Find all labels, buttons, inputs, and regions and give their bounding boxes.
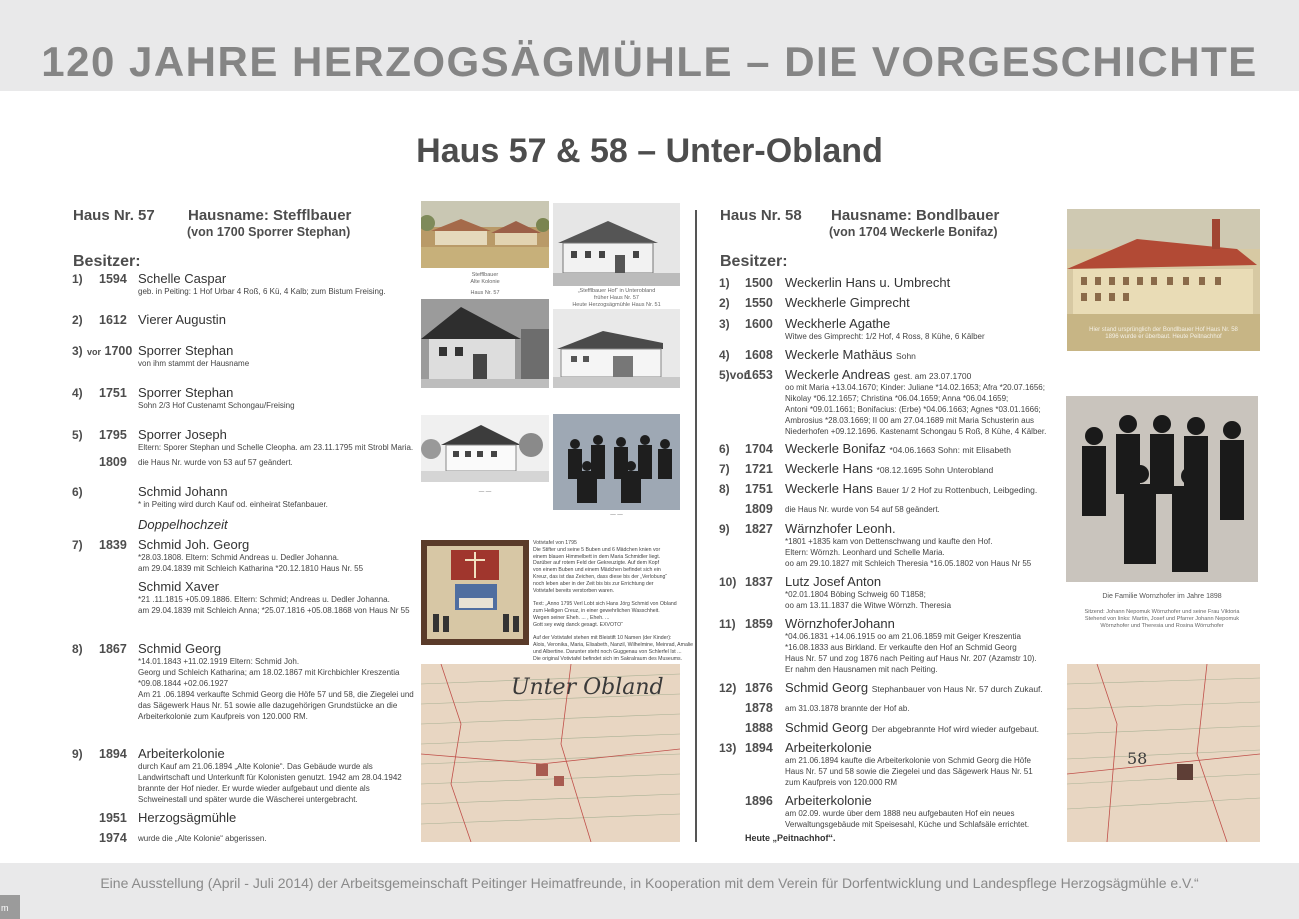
entry-number: 10) [719,575,737,589]
entry-year [745,482,773,496]
entry-name-text: Wärnzhofer Leonh. [785,521,896,536]
entry-name [138,385,233,400]
left-hausname-sub: (von 1700 Sporrer Stephan) [187,225,351,239]
entry-name [785,481,1037,496]
entry-details: von ihm stammt der Hausname [138,359,250,368]
entry-number: 11) [719,617,736,631]
entry-year [745,575,773,589]
entry-note: Sohn [896,351,916,361]
entry-year [745,681,773,695]
entry-year [745,276,773,290]
map-unter-obland-right [1067,664,1260,842]
entry-name-text: Lutz Josef Anton [785,574,882,589]
entry-details: am 02.09. wurde über dem 1888 neu aufgebauten Hof ein neues Verwaltungsgebäude mit Speisesahl, Küche und Schlafsäle errichtet. [785,809,1030,829]
farmhouse-photo-2 [421,299,549,388]
entry-details: wurde die „Alte Kolonie“ abgerissen. [138,834,267,843]
entry-year-value: 1594 [99,272,127,286]
entry-details: durch Kauf am 21.06.1894 „Alte Kolonie“. Das Gebäude wurde als Landwirtschaft und Unterkunft für Kolonisten genutzt. 1942 am 28.04.1942 brannte der Hof nieder. Er wurde wieder aufgebaut und diente als Schweinestall und später wurde die Wäscherei untergebracht. [138,762,402,804]
entry-name [138,746,225,761]
entry-year-value: 1653 [745,368,773,382]
entry-name-text: Arbeiterkolonie [785,793,872,808]
entry-year [745,368,773,382]
entry-details: Sohn 2/3 Hof Custenamt Schongau/Freising [138,401,295,410]
entry-name-text: Doppelhochzeit [138,517,228,532]
entry-number: 6) [719,442,730,456]
entry-number: 9) [719,522,730,536]
entry-year-value: 1500 [745,276,773,290]
entry-year-value: 1809 [99,455,127,469]
entry-name-text: Schelle Caspar [138,271,227,286]
entry-number: 7) [72,538,83,552]
entry-year-value: 1867 [99,642,127,656]
entry-number: 6) [72,485,83,499]
entry-number: 2) [72,313,83,327]
entry-year [745,317,773,331]
entry-year-value: 1839 [99,538,127,552]
entry-number: 5)vor [719,368,749,382]
right-besitzer-heading: Besitzer: [720,253,788,270]
entry-name [138,517,228,532]
left-haus-number: Haus Nr. 57 [73,207,155,224]
entry-year [745,502,773,516]
entry-year-value: 1751 [99,386,127,400]
entry-year-value: 1951 [99,811,127,825]
votive-tablet [421,540,529,645]
entry-number: 1) [719,276,730,290]
entry-year-value: 1859 [745,617,773,631]
entry-year [745,794,773,808]
entry-year-value: 1888 [745,721,773,735]
entry-name [785,441,1011,456]
caption-family-right: Die Familie Wornzhofer im Jahre 1898 [1102,593,1222,600]
right-hausname: Hausname: Bondlbauer [831,207,1000,224]
caption-stefflbauer: Stefflbauer Alte Kolonie [470,272,500,285]
banner-title: 120 JAHRE HERZOGSÄGMÜHLE – DIE VORGESCHICHTE [41,38,1258,85]
entry-year [99,831,127,845]
entry-name [785,316,890,331]
entry-year [87,344,132,358]
left-besitzer-heading: Besitzer: [73,253,141,270]
entry-name-text: Vierer Augustin [138,312,226,327]
entry-note: *04.06.1663 Sohn: mit Elisabeth [889,445,1011,455]
entry-number: 4) [72,386,83,400]
entry-name-text: Weckherle Gimprecht [785,295,910,310]
entry-year [745,617,773,631]
entry-year-value: 1795 [99,428,127,442]
entry-details: * in Peiting wird durch Kauf od. einheirat Stefanbauer. [138,500,328,509]
entry-name-text: Schmid Georg [138,641,222,656]
votive-description: Votivtafel von 1795 Die Stifter und seine 5 Buben und 6 Mädchen knien vor einem blauen Himmelbett in dem Maria Schmidler liegt. Darüber auf rotem Feld der Gekreuzigte. Auf dem Kopf von einem Buben und einem Mädchen befindet sich ein Kreuz, das ist das Zeichen, dass diese bis der „Verlobung“ noch leben aber in der Zeit bis bis zur Errichtung der Votivtafel bereits verstorben waren. Text: „Anno 1795 Verl Lobt sich Hans Jörg Schmid von Obland zum Heiligen Creuz, in einer gewehrlichen Wasschheit. Wegen seiner Eheh. ... , Eheh. ... Gott sey ewig danck gesagt. EXVOTO“ Auf der Votivtafel stehen mit Bleistift 10 Namen (der Kinder): Alois, Veronika, Maria, Elisabeth, Nanzil, Wilhelmine, Meinrad, Amalie und Albertine. Darunter steht noch Guggenau von Schlerfel Ist ... Die original Votivtafel befindet sich im Sakralraum des Museums. [533,540,694,662]
entry-name-text: Arbeiterkolonie [138,746,225,761]
entry-year-value: 1608 [745,348,773,362]
entry-number: 7) [719,462,730,476]
entry-details: *14.01.1843 +11.02.1919 Eltern: Schmid Joh. Georg und Schleich Katharina; am 18.02.1867 mit Kirchbichler Kreszentia *09.08.1844 +02.06.1927 Am 21 .06.1894 verkaufte Schmid Georg die Höfe 57 und 58, die Ziegelei und das Sägewerk Haus Nr. 51 sowie alle dazugehörigen Grundstücke an die Arbeiterkolonie zum Kaufpreis von 120.000 RM. [138,657,414,721]
entry-year [745,701,773,715]
entry-name-text: Schmid Georg [785,680,869,695]
entry-name [138,537,249,552]
entry-name [785,616,895,631]
caption-photo-4: — — [478,489,492,495]
entry-year [99,642,127,656]
caption-haus57: Haus Nr. 57 [470,290,500,296]
entry-year [745,348,773,362]
entry-year-value: 1721 [745,462,773,476]
entry-details: *21 .11.1815 +05.09.1886. Eltern: Schmid; Andreas u. Dedler Johanna. am 29.04.1839 mit Schleich Anna; *25.07.1816 +05.08.1868 von Haus Nr 55 [138,595,410,615]
entry-note: gest. am 23.07.1700 [893,371,972,381]
entry-name-text: Weckerle Mathäus [785,347,893,362]
entry-year [99,272,127,286]
entry-year-value: 1837 [745,575,773,589]
entry-note: *08.12.1695 Sohn Unterobland [876,465,994,475]
entry-name-text: Sporrer Stephan [138,385,234,400]
entry-name-text: Weckerlin Hans u. Umbrecht [785,275,951,290]
header-banner [0,0,1299,91]
entry-year [745,462,773,476]
entry-name-text: Weckerle Andreas [785,367,891,382]
caption-family-right-names: Sitzend: Johann Nepomuk Wörnzhofer und seine Frau Viktoria Stehend von links: Martin, Josef und Pfarrer Johann Nepomuk Wörnzhofer und Theresia und Rosina Wörnzhofer [1084,609,1240,629]
entry-name-text: Herzogsägmühle [138,810,237,825]
page-subtitle: Haus 57 & 58 – Unter-Obland [416,132,883,170]
caption-painting: Hier stand ursprünglich der Bondlbauer Hof Haus Nr. 58 1896 wurde er überbaut. Heute Peitnachhof [1089,327,1238,340]
entry-name [785,740,872,755]
entry-year [745,741,773,755]
entry-year-value: 1612 [99,313,127,327]
farmhouse-photo-4 [421,415,549,482]
entry-number: 4) [719,348,730,362]
entry-name [785,275,950,290]
entry-name [138,343,233,358]
entry-year [99,313,127,327]
entry-year [99,538,127,552]
family-photo-center [553,414,680,510]
entry-number: 3) [719,317,730,331]
entry-details: *28.03.1808. Eltern: Schmid Andreas u. Dedler Johanna. am 29.04.1839 mit Schleich Katharina *20.12.1810 Haus Nr. 55 [138,553,364,573]
entry-number: 3) [72,344,83,358]
entry-name [138,810,236,825]
entry-name-text: Schmid Xaver [138,579,219,594]
stefflbauer-painting [421,201,549,268]
entry-details: *02.01.1804 Böbing Schweig 60 T1858; oo am 13.11.1837 die Witwe Wörnzh. Theresia [785,590,952,610]
entry-name-text: Arbeiterkolonie [785,740,872,755]
map-house-number: 58 [1127,749,1148,768]
entry-year-value: 1550 [745,296,773,310]
entry-details: oo mit Maria +13.04.1670; Kinder: Juliane *14.02.1653; Afra *20.07.1656; Nikolay *06.12.1657; Christina *06.04.1659; Anna *06.04.1659; Antoni *09.01.1661; Bonifacius: (Erbe) *04.06.1663; Agnes *03.01.1666; Ambrosius *28.03.1669; II 00 am 27.04.1689 mit Maria Schusterin aus Niederhofen +09.12.1696. Kastenamt Schongau 5 Roß, 8 Kühe, 4 Kälber. [785,383,1047,436]
entry-name [785,680,1043,695]
entry-year-value: 1894 [745,741,773,755]
entry-name [785,295,910,310]
entry-year [99,428,127,442]
entry-name [138,271,226,286]
entry-name-text: Schmid Joh. Georg [138,537,250,552]
entry-name-text: Weckerle Bonifaz [785,441,886,456]
entry-year [99,747,127,761]
entry-year-value: 1751 [745,482,773,496]
entry-details: die Haus Nr. wurde von 53 auf 57 geändert. [138,458,293,467]
entry-name-text: WörnzhoferJohann [785,616,895,631]
entry-number: 12) [719,681,737,695]
entry-details: Eltern: Sporer Stephan und Schelle Cleopha. am 23.11.1795 mit Strobl Maria. [138,443,414,452]
entry-year-value: 1827 [745,522,773,536]
entry-name [785,720,1039,735]
entry-number: 8) [72,642,83,656]
footer [0,863,1299,919]
map-label: Unter Obland [511,675,664,700]
entry-name-text: Weckerle Hans [785,461,873,476]
entry-details: geb. in Peiting: 1 Hof Urbar 4 Roß, 6 Kü, 4 Kalb; zum Bistum Freising. [138,287,386,296]
entry-year-value: 1896 [745,794,773,808]
right-haus-number: Haus Nr. 58 [720,207,802,224]
entry-number: 13) [719,741,737,755]
entry-name-text: Sporrer Joseph [138,427,227,442]
entry-name [138,427,227,442]
entry-name-text: Weckerle Hans [785,481,873,496]
entry-year [745,721,773,735]
entry-note: Bauer 1/ 2 Hof zu Rottenbuch, Leibgeding. [876,485,1038,495]
entry-details: Witwe des Gimprecht: 1/2 Hof, 4 Ross, 8 Kühe, 6 Kälber [785,332,985,341]
entry-name-text: Weckherle Agathe [785,316,891,331]
entry-number: 5) [72,428,83,442]
entry-name [785,461,993,476]
entry-name [138,579,219,594]
entry-name [785,347,916,362]
entry-number: 1) [72,272,83,286]
entry-year-value: 1700 [104,344,133,358]
entry-year-value: 1876 [745,681,773,695]
entry-note: Der abgebrannte Hof wird wieder aufgebaut. [871,724,1039,734]
entry-year-value: 1974 [99,831,127,845]
entry-year-prefix: vor [87,347,102,357]
entry-number: 2) [719,296,730,310]
entry-year [99,811,127,825]
entry-year-value: 1704 [745,442,773,456]
entry-year-value: 1878 [745,701,773,715]
entry-name-text: Schmid Georg [785,720,869,735]
entry-name [785,574,881,589]
column-divider [695,210,697,842]
entry-note: Stephanbauer von Haus Nr. 57 durch Zukauf. [871,684,1043,694]
entry-name [745,833,836,843]
entry-year [99,386,127,400]
entry-name [138,312,226,327]
family-wornzhofer-photo [1066,396,1258,582]
entry-year-value: 1809 [745,502,773,516]
caption-family-center: — — [610,512,623,518]
entry-name-text: Schmid Johann [138,484,228,499]
entry-name-text: Heute „Peitnachhof“. [745,833,836,843]
entry-details: am 31.03.1878 brannte der Hof ab. [785,704,910,713]
entry-name [138,641,221,656]
entry-year-value: 1600 [745,317,773,331]
corner-tab: m [0,895,20,919]
stefflbauer-hof-photo [553,203,680,286]
entry-name [785,793,872,808]
entry-number: 8) [719,482,730,496]
entry-name-text: Sporrer Stephan [138,343,234,358]
map-unter-obland-left [421,664,680,842]
right-hausname-sub: (von 1704 Weckerle Bonifaz) [829,225,998,239]
entry-name [785,367,971,382]
entry-year [745,442,773,456]
entry-name [785,521,896,536]
farmhouse-photo-3 [553,309,680,388]
bondlbauer-painting [1067,209,1260,351]
entry-year-value: 1894 [99,747,127,761]
entry-name [138,484,228,499]
caption-stefflbauer-hof: „Stefflbauer Hof“ in Unterobland früher Haus Nr. 57 Heute Herzogsägmühle Haus Nr. 51 [572,288,661,308]
entry-year [745,296,773,310]
entry-details: die Haus Nr. wurde von 54 auf 58 geändert. [785,505,940,514]
entry-details: *04.06.1831 +14.06.1915 oo am 21.06.1859 mit Geiger Kreszentia *16.08.1833 aus Birkland. Er verkaufte den Hof an Schmid Georg Haus Nr. 57 und zog 1876 nach Peiting auf Haus Nr. 207 (Azamstr 10). Er nahm den Hausnamen mit nach Peiting. [785,632,1037,674]
entry-details: am 21.06.1894 kaufte die Arbeiterkolonie von Schmid Georg die Höfe Haus Nr. 57 und 58 sowie die Ziegelei und das Sägewerk Haus Nr. 51 zum Kaufpreis von 120.000 RM [785,756,1033,787]
entry-number: 9) [72,747,83,761]
left-hausname: Hausname: Stefflbauer [188,207,352,224]
entry-year [745,522,773,536]
footer-text: Eine Ausstellung (April - Juli 2014) der Arbeitsgemeinschaft Peitinger Heimatfreunde, in Kooperation mit dem Verein für Dorfentwicklung und Landespflege Herzogsägmühle e.V.“ [100,875,1199,891]
entry-year [99,455,127,469]
entry-details: *1801 +1835 kam von Dettenschwang und kaufte den Hof. Eltern: Wörnzh. Leonhard und Schelle Maria. oo am 29.10.1827 mit Schleich Theresia *16.05.1802 von Haus Nr 55 [785,537,1032,568]
